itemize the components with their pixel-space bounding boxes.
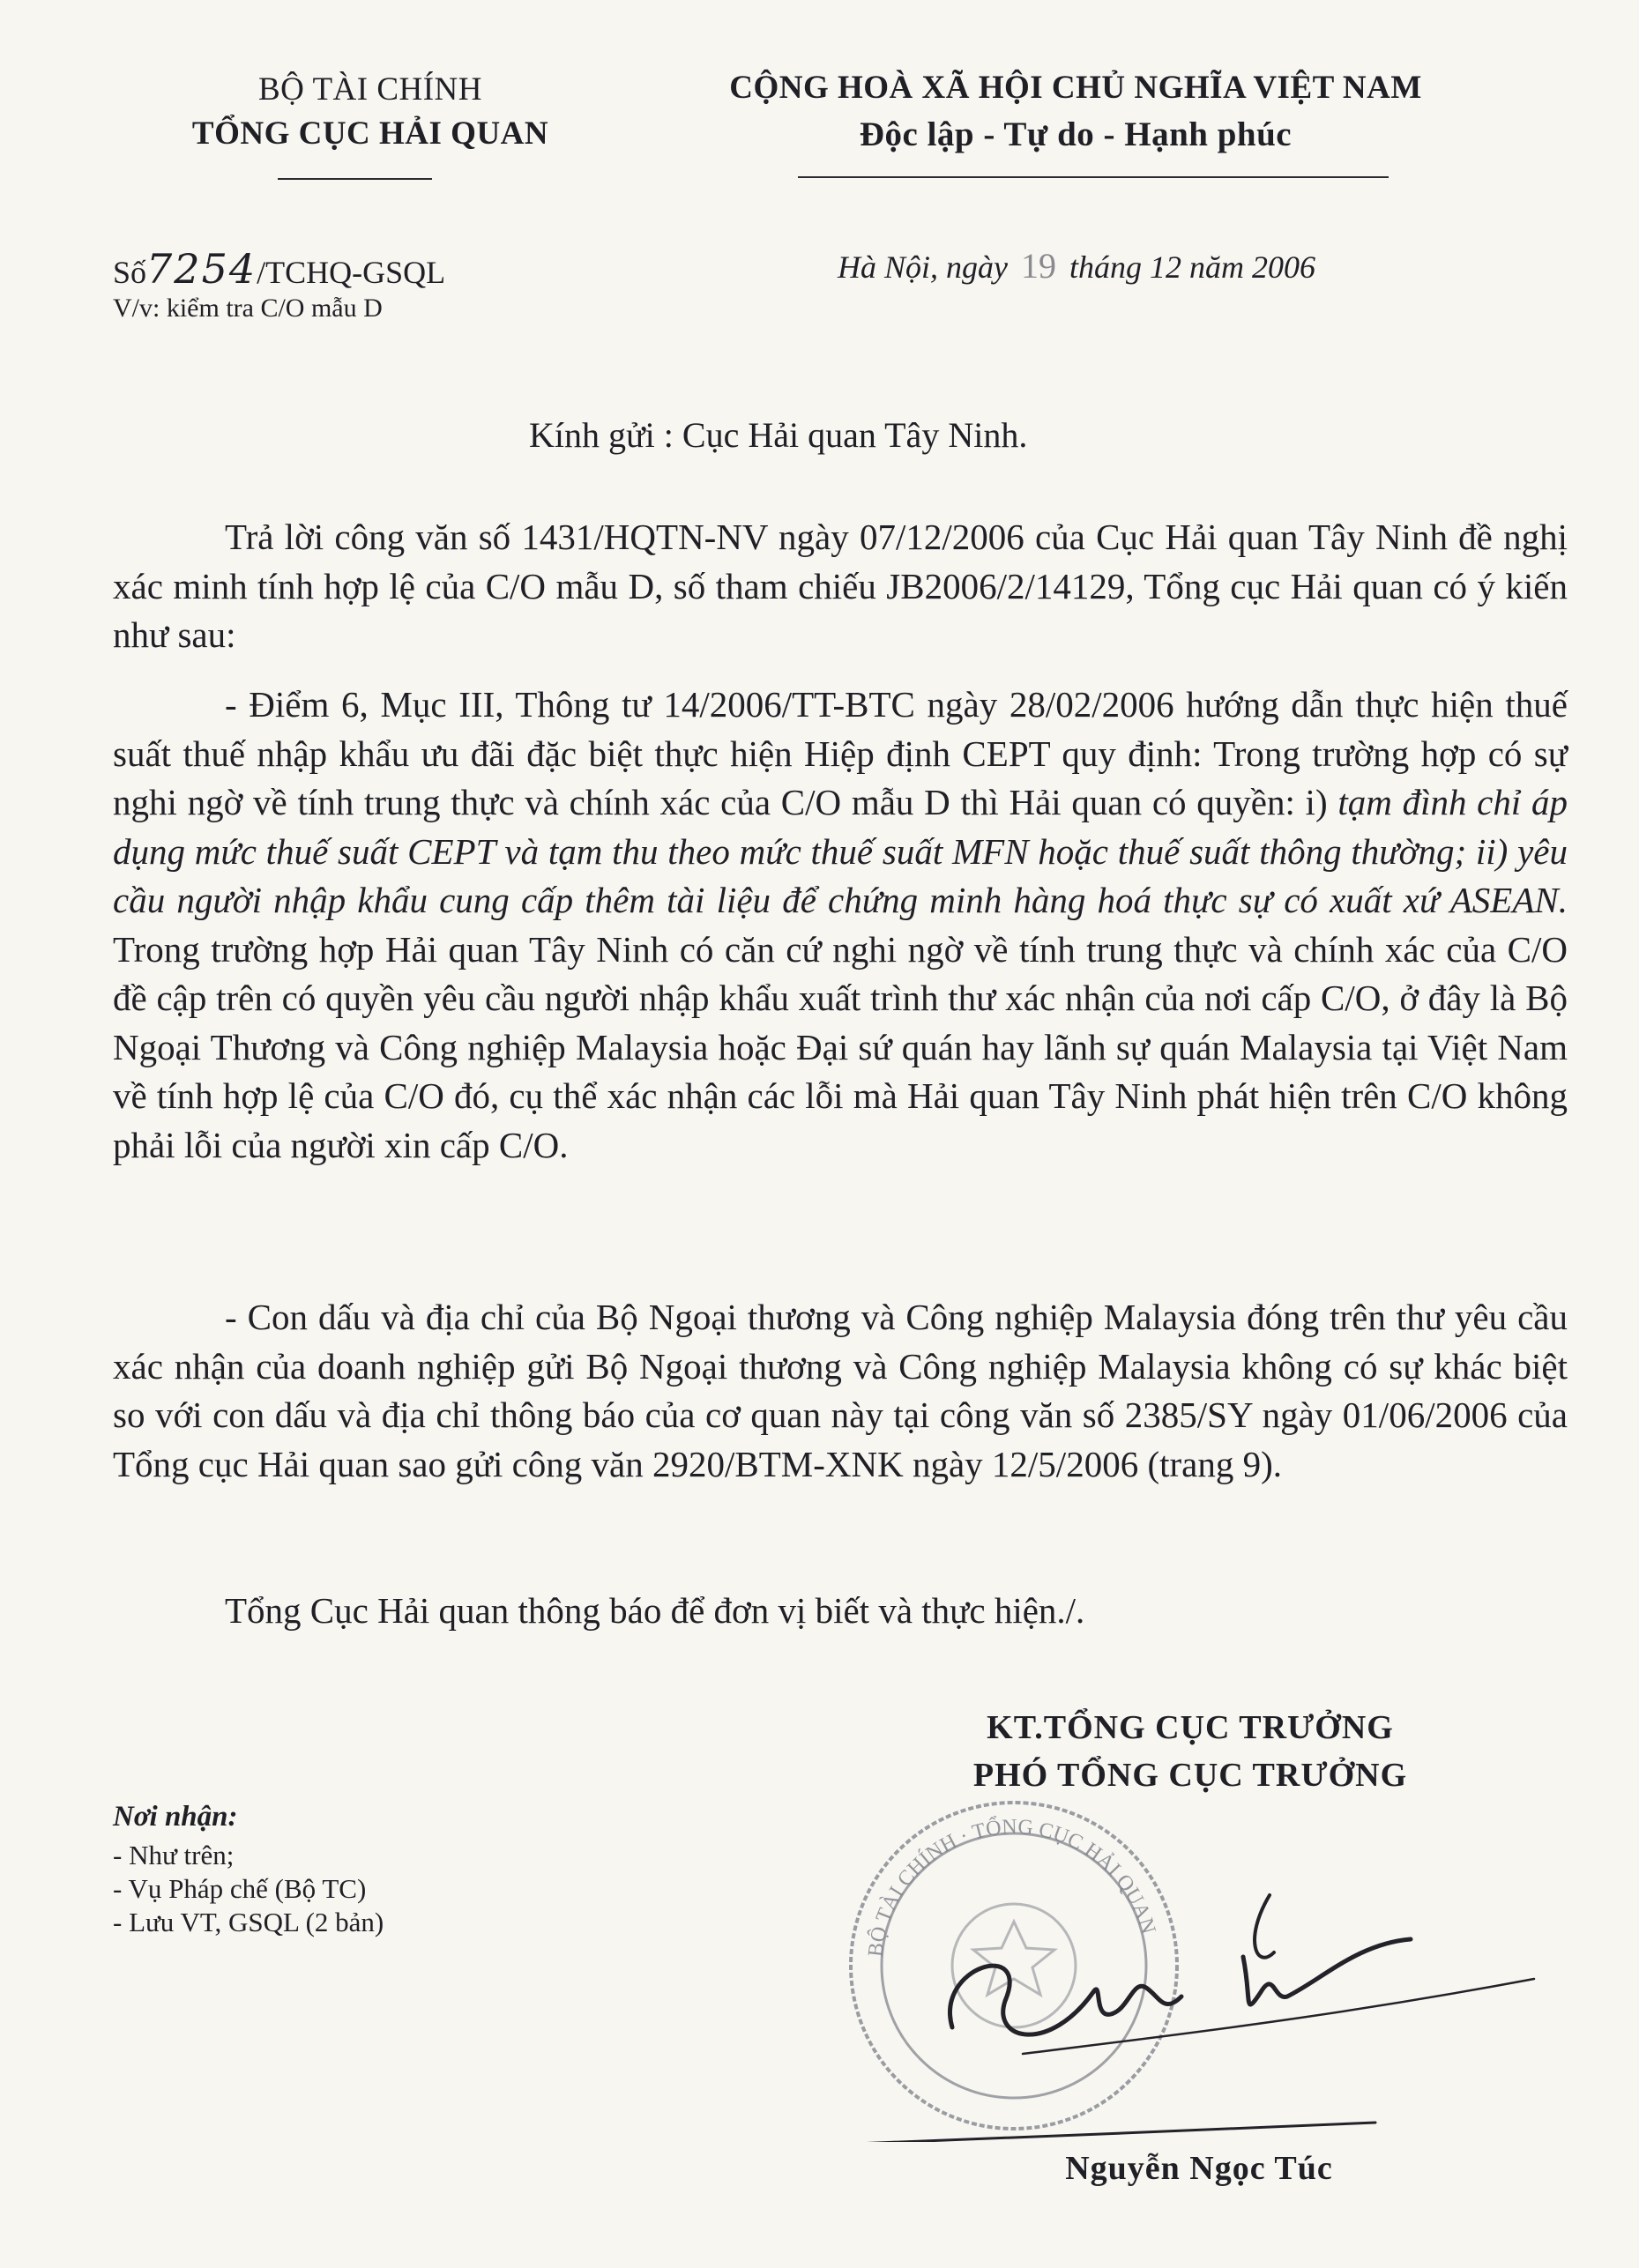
recipient-item: - Như trên; <box>113 1840 235 1870</box>
handwritten-day: 19 <box>1021 246 1056 286</box>
document-number <box>113 245 445 293</box>
paragraph-3: - Con dấu và địa chỉ của Bộ Ngoại thương và Công nghiệp Malaysia đóng trên thư yêu cầu xác nhận của doanh nghiệp gửi Bộ Ngoại thương và Công nghiệp Malaysia không có sự khác biệt so với con dấu và địa chỉ thông báo của cơ quan này tại công văn số 2385/SY ngày 01/06/2006 của Tổng cục Hải quan sao gửi công văn 2920/BTM-XNK ngày 12/5/2006 (trang 9). <box>113 1297 1568 1484</box>
place-date-prefix: Hà Nội, ngày <box>838 249 1008 285</box>
signature-title-1: KT.TỔNG CỤC TRƯỞNG <box>987 1709 1394 1746</box>
recipient-line: Kính gửi : Cục Hải quan Tây Ninh. <box>529 415 1028 455</box>
paragraph-2-end: Trong trường hợp Hải quan Tây Ninh có căn cứ nghi ngờ về tính trung thực và chính xác của C/O đề cập trên có quyền yêu cầu người nhập khẩu xuất trình thư xác nhận của nơi cấp C/O, ở đây là Bộ Ngoại Thương và Công nghiệp Malaysia hoặc Đại sứ quán hay lãnh sự quán Malaysia tại Việt Nam về tính hợp lệ của C/O đó, cụ thể xác nhận các lỗi mà Hải quan Tây Ninh phát hiện trên C/O không phải lỗi của người xin cấp C/O. <box>113 928 1568 1165</box>
document-subject: V/v: kiểm tra C/O mẫu D <box>113 294 383 323</box>
republic-name: CỘNG HOÀ XÃ HỘI CHỦ NGHĨA VIỆT NAM <box>729 70 1422 106</box>
paragraph-1: Trả lời công văn số 1431/HQTN-NV ngày 07/12/2006 của Cục Hải quan Tây Ninh đề nghị xác minh tính hợp lệ của C/O mẫu D, số tham chiếu JB2006/2/14129, Tổng cục Hải quan có ý kiến như sau: <box>113 517 1568 655</box>
paragraph-4: Tổng Cục Hải quan thông báo để đơn vị biết và thực hiện./. <box>225 1590 1085 1631</box>
national-motto: Độc lập - Tự do - Hạnh phúc <box>859 115 1293 153</box>
handwritten-number: 7254 <box>146 245 257 293</box>
place-date-suffix: tháng 12 năm 2006 <box>1069 249 1315 285</box>
signer-name: Nguyễn Ngọc Túc <box>1065 2150 1333 2187</box>
number-suffix: /TCHQ-GSQL <box>257 255 446 290</box>
department-name: TỔNG CỤC HẢI QUAN <box>191 115 549 152</box>
paragraph-2-italic: tạm đình chỉ áp dụng mức thuế suất CEPT và tạm thu theo mức thuế suất MFN hoặc thuế suất thông thường; ii) yêu cầu người nhập khẩu cung cấp thêm tài liệu để chứng minh hàng hoá thực sự có xuất xứ ASEAN. <box>113 782 1568 920</box>
signature-title-2: PHÓ TỔNG CỤC TRƯỞNG <box>972 1757 1408 1794</box>
left-header-rule <box>278 178 432 180</box>
number-prefix: Số <box>113 255 147 290</box>
paragraph-2-start: - Điểm 6, Mục III, Thông tư 14/2006/TT-BTC ngày 28/02/2006 hướng dẫn thực hiện thuế suất thuế nhập khẩu ưu đãi đặc biệt thực hiện Hiệp định CEPT quy định: Trong trường hợp có sự nghi ngờ về tính trung thực và chính xác của C/O mẫu D thì Hải quan có quyền: i) <box>113 684 1568 822</box>
paragraph-2 <box>113 680 1568 1170</box>
recipients-title: Nơi nhận: <box>113 1801 238 1833</box>
recipient-item: - Vụ Pháp chế (Bộ TC) <box>113 1873 367 1904</box>
place-date <box>838 245 1315 286</box>
recipients-block <box>113 1800 384 1939</box>
official-stamp <box>829 1789 1552 2142</box>
right-header-rule <box>798 176 1389 178</box>
stamp-text: BỘ TÀI CHÍNH · TỔNG CỤC HẢI QUAN <box>864 1815 1160 1959</box>
ministry-name: BỘ TÀI CHÍNH <box>257 71 483 108</box>
recipient-item: - Lưu VT, GSQL (2 bản) <box>113 1907 384 1937</box>
